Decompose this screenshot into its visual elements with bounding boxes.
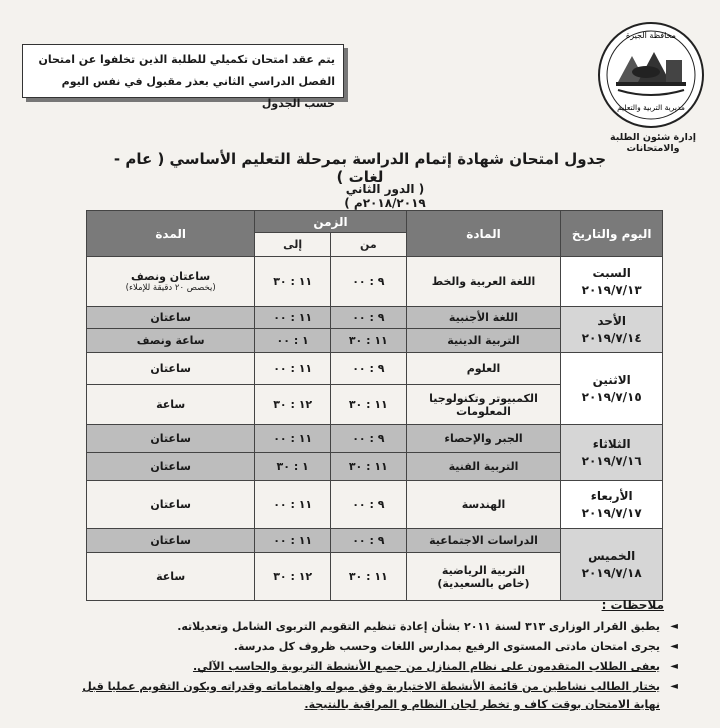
from-cell: ١١ : ٣٠ xyxy=(330,553,406,601)
governorate-seal-icon xyxy=(596,20,706,130)
subject-cell: التربية الرياضية (خاص بالسعيدية) xyxy=(406,553,561,601)
page-subtitle: ( الدور الثاني ٢٠١٨/٢٠١٩م ) xyxy=(344,182,426,210)
table-row xyxy=(87,257,663,307)
subject-cell: اللغة الأجنبية xyxy=(406,307,561,329)
duration-cell: ساعتان xyxy=(87,529,255,553)
to-cell: ١٢ : ٣٠ xyxy=(255,553,331,601)
bullet-icon: ◄ xyxy=(670,681,678,692)
note-item: ◄ يعفى الطلاب المتقدمون على نظام المنازل من جميع الأنشطة التربوية والحاسب الآلي. xyxy=(70,658,680,676)
subject-cell: اللغة العربية والخط xyxy=(406,257,561,307)
duration-cell: ساعة xyxy=(87,553,255,601)
duration-note: (يخصص ٢٠ دقيقة للإملاء) xyxy=(125,283,216,293)
notice-line-2: الفصل الدراسي الثاني بعذر مقبول في نفس اليوم حسب الجدول xyxy=(61,75,335,110)
notice-line-1: يتم عقد امتحان تكميلي للطلبة الذين تخلفوا عن امتحان xyxy=(38,53,335,66)
duration-cell: ساعتان xyxy=(87,353,255,385)
note-item: ◄ يطبق القرار الوزارى ٣١٣ لسنة ٢٠١١ بشأن إعادة تنظيم التقويم التربوى الشامل وتعديلاته. xyxy=(70,618,680,636)
subject-cell: التربية الفنية xyxy=(406,453,561,481)
table-row xyxy=(87,307,663,329)
bullet-icon: ◄ xyxy=(670,661,678,672)
header-to: إلى xyxy=(255,233,331,257)
day-cell: الأربعاء ٢٠١٩/٧/١٧ xyxy=(561,481,663,529)
duration-cell: ساعة xyxy=(87,385,255,425)
day-cell: الاثنين ٢٠١٩/٧/١٥ xyxy=(561,353,663,425)
duration-cell: ساعتان xyxy=(87,307,255,329)
duration-cell: ساعتان ونصف (يخصص ٢٠ دقيقة للإملاء) xyxy=(87,257,255,307)
notes-section xyxy=(70,598,680,716)
table-row xyxy=(87,353,663,385)
bullet-icon: ◄ xyxy=(670,621,678,632)
to-cell: ١١ : ٠٠ xyxy=(255,529,331,553)
notes-title: ملاحظات : xyxy=(601,598,664,612)
note-item: ◄ يختار الطالب نشاطين من قائمة الأنشطة الاختيارية وفق ميوله واهتماماته وقدراته ويكون التقويم عمليا قبل نهاية الامتحان بوقت كاف و تخطر لجان النظام و المراقبة بالنتيجة. xyxy=(82,680,678,711)
to-cell: ١١ : ٠٠ xyxy=(255,425,331,453)
header-day: اليوم والتاريخ xyxy=(561,211,663,257)
duration-cell: ساعتان xyxy=(87,481,255,529)
day-cell: الأحد ٢٠١٩/٧/١٤ xyxy=(561,307,663,353)
header-subject: المادة xyxy=(406,211,561,257)
to-cell: ١٢ : ٣٠ xyxy=(255,385,331,425)
to-cell: ١١ : ٠٠ xyxy=(255,307,331,329)
from-cell: ٩ : ٠٠ xyxy=(330,425,406,453)
duration-cell: ساعة ونصف xyxy=(87,329,255,353)
from-cell: ٩ : ٠٠ xyxy=(330,529,406,553)
day-cell: الثلاثاء ٢٠١٩/٧/١٦ xyxy=(561,425,663,481)
to-cell: ١ : ٠٠ xyxy=(255,329,331,353)
subject-note: (خاص بالسعيدية) xyxy=(437,576,530,590)
seal-bottom-text: مديرية التربية والتعليم xyxy=(617,103,685,112)
subject-cell: الجبر والإحصاء xyxy=(406,425,561,453)
notice-box xyxy=(22,44,344,110)
header-time: الزمن xyxy=(255,211,406,233)
page-title: جدول امتحان شهادة إتمام الدراسة بمرحلة التعليم الأساسي ( عام - لغات ) xyxy=(113,150,607,186)
from-cell: ٩ : ٠٠ xyxy=(330,353,406,385)
from-cell: ١١ : ٣٠ xyxy=(330,453,406,481)
table-row xyxy=(87,529,663,553)
from-cell: ٩ : ٠٠ xyxy=(330,257,406,307)
subject-cell: الكمبيوتر وتكنولوجيا المعلومات xyxy=(406,385,561,425)
duration-cell: ساعتان xyxy=(87,453,255,481)
from-cell: ٩ : ٠٠ xyxy=(330,481,406,529)
day-cell: الخميس ٢٠١٩/٧/١٨ xyxy=(561,529,663,601)
day-cell: السبت ٢٠١٩/٧/١٣ xyxy=(561,257,663,307)
to-cell: ١١ : ٣٠ xyxy=(255,257,331,307)
to-cell: ١١ : ٠٠ xyxy=(255,353,331,385)
duration-cell: ساعتان xyxy=(87,425,255,453)
subject-cell: الدراسات الاجتماعية xyxy=(406,529,561,553)
to-cell: ١ : ٣٠ xyxy=(255,453,331,481)
bullet-icon: ◄ xyxy=(670,641,678,652)
note-item: ◄ يجرى امتحان مادتى المستوى الرفيع بمدارس اللغات وحسب ظروف كل مدرسة. xyxy=(70,638,680,656)
from-cell: ١١ : ٣٠ xyxy=(330,385,406,425)
subject-cell: الهندسة xyxy=(406,481,561,529)
subject-cell: العلوم xyxy=(406,353,561,385)
table-row xyxy=(87,425,663,453)
seal-top-text: محافظة الجيزة xyxy=(626,31,676,40)
subject-cell: التربية الدينية xyxy=(406,329,561,353)
header-from: من xyxy=(330,233,406,257)
department-name: إدارة شئون الطلبة والامتحانات xyxy=(610,132,696,154)
header-duration: المدة xyxy=(87,211,255,257)
from-cell: ١١ : ٣٠ xyxy=(330,329,406,353)
to-cell: ١١ : ٠٠ xyxy=(255,481,331,529)
exam-schedule-table xyxy=(86,210,663,601)
table-row xyxy=(87,481,663,529)
from-cell: ٩ : ٠٠ xyxy=(330,307,406,329)
